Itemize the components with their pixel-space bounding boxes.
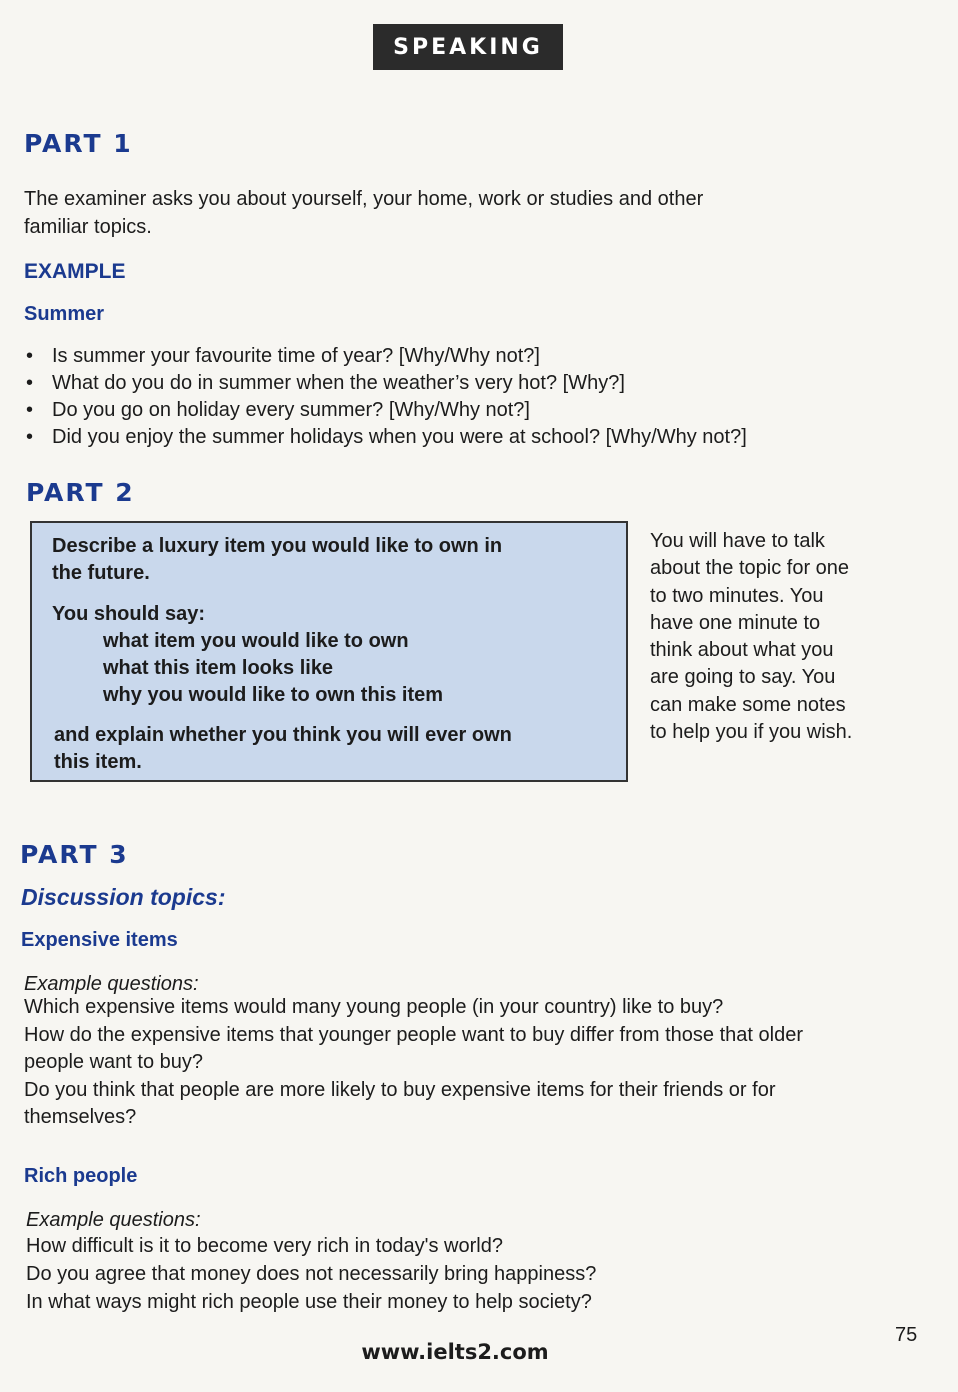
cue-card-should-say: You should say: xyxy=(52,603,205,625)
instruction-line: have one minute to xyxy=(650,611,821,634)
instruction-line: to two minutes. You xyxy=(650,584,824,607)
part1-heading: PART 1 xyxy=(24,129,133,158)
question-line: themselves? xyxy=(24,1106,137,1128)
cue-card-closing xyxy=(54,722,512,776)
list-item: • Do you go on holiday every summer? [Why/Why not?] xyxy=(24,397,924,424)
example-questions-label: Example questions: xyxy=(26,1209,201,1231)
list-item: • Is summer your favourite time of year? [Why/Why not?] xyxy=(24,343,924,370)
expensive-items-questions xyxy=(24,994,924,1132)
question-line: Do you agree that money does not necessarily bring happiness? xyxy=(26,1263,597,1285)
footer-url: www.ielts2.com xyxy=(361,1340,549,1364)
topic-title-rich-people: Rich people xyxy=(24,1165,138,1187)
cue-card xyxy=(30,521,628,782)
cue-card-point: what item you would like to own xyxy=(103,630,409,652)
instruction-line: think about what you xyxy=(650,639,834,662)
part1-intro-line2: familiar topics. xyxy=(24,216,152,238)
page-number: 75 xyxy=(895,1324,918,1346)
discussion-topics-label: Discussion topics: xyxy=(21,884,226,910)
cue-card-task-line2: the future. xyxy=(52,562,150,584)
cue-card-task-line1: Describe a luxury item you would like to own in xyxy=(52,535,503,557)
cue-card-closing-line2: this item. xyxy=(54,751,142,773)
instruction-line: You will have to talk xyxy=(650,530,825,552)
part2-instructions xyxy=(650,528,950,746)
question-line: In what ways might rich people use their money to help society? xyxy=(26,1291,592,1313)
instruction-line: to help you if you wish. xyxy=(650,721,853,744)
question-line: How do the expensive items that younger people want to buy differ from those that older xyxy=(24,1023,803,1046)
instruction-line: about the topic for one xyxy=(650,557,850,580)
part2-heading: PART 2 xyxy=(26,478,135,507)
rich-people-questions xyxy=(26,1232,906,1316)
cue-card-task xyxy=(52,533,502,587)
instruction-line: can make some notes xyxy=(650,693,846,716)
cue-card-point: why you would like to own this item xyxy=(103,684,444,706)
part1-topic-title: Summer xyxy=(24,303,105,325)
part1-example-label: EXAMPLE xyxy=(24,260,126,283)
cue-card-point: what this item looks like xyxy=(103,657,334,679)
cue-card-points xyxy=(103,628,443,709)
part3-heading: PART 3 xyxy=(20,840,129,869)
instruction-line: are going to say. You xyxy=(650,666,836,689)
example-questions-label: Example questions: xyxy=(24,973,199,995)
part1-question-list xyxy=(24,343,924,451)
question-line: Which expensive items would many young people (in your country) like to buy? xyxy=(24,996,724,1018)
section-title-badge: SPEAKING xyxy=(373,24,563,70)
cue-card-closing-line1: and explain whether you think you will ever own xyxy=(54,724,512,746)
topic-title-expensive-items: Expensive items xyxy=(21,929,178,951)
part1-intro xyxy=(24,185,924,241)
question-line: people want to buy? xyxy=(24,1051,204,1073)
question-line: How difficult is it to become very rich in today's world? xyxy=(26,1235,503,1257)
list-item: • What do you do in summer when the weather’s very hot? [Why?] xyxy=(24,370,924,397)
question-line: Do you think that people are more likely to buy expensive items for their friends or for xyxy=(24,1078,776,1101)
list-item: • Did you enjoy the summer holidays when you were at school? [Why/Why not?] xyxy=(24,424,924,451)
part1-intro-line1: The examiner asks you about yourself, your home, work or studies and other xyxy=(24,188,704,210)
